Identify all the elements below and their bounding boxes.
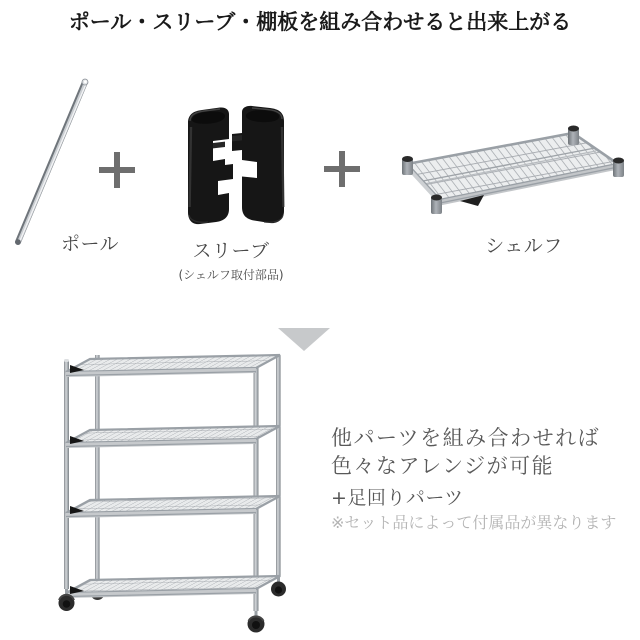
rack-caster-front-right — [248, 611, 265, 633]
sleeve-label-main: スリーブ — [192, 240, 270, 262]
assembled-rack-image — [50, 353, 300, 640]
sleeve-label-sub: (シェルフ取付部品) — [178, 268, 284, 282]
rack-shelf-4 — [66, 576, 280, 598]
rack-post-front-left — [64, 361, 69, 589]
result-note: ※セット品によって付属品が異なります — [331, 513, 617, 532]
sleeve-label — [161, 236, 301, 283]
shelf-label: シェルフ — [485, 235, 563, 257]
sleeve-right-half — [232, 106, 284, 223]
pole-label: ポール — [60, 233, 120, 255]
shelf-image — [388, 116, 633, 222]
result-line-1: 他パーツを組み合わせれば — [331, 426, 601, 450]
result-description — [331, 424, 631, 533]
result-line-2: 色々なアレンジが可能 — [331, 454, 555, 478]
rack-post-front-right — [254, 367, 259, 611]
plus-icon — [324, 151, 360, 187]
arrow-down-icon — [278, 328, 330, 351]
sleeve-left-half — [188, 107, 233, 224]
rack-post-back-right — [276, 355, 281, 577]
plus-icon — [99, 152, 135, 188]
rack-post-back-left — [95, 355, 100, 581]
rack-shelf-1 — [66, 355, 280, 377]
rack-shelf-3 — [66, 496, 280, 518]
result-line-3: +足回りパーツ — [331, 487, 464, 509]
sleeve-image — [180, 103, 292, 231]
rack-shelf-2 — [66, 426, 280, 448]
page-title: ポール・スリーブ・棚板を組み合わせると出来上がる — [68, 10, 572, 34]
pole-image — [5, 70, 100, 250]
